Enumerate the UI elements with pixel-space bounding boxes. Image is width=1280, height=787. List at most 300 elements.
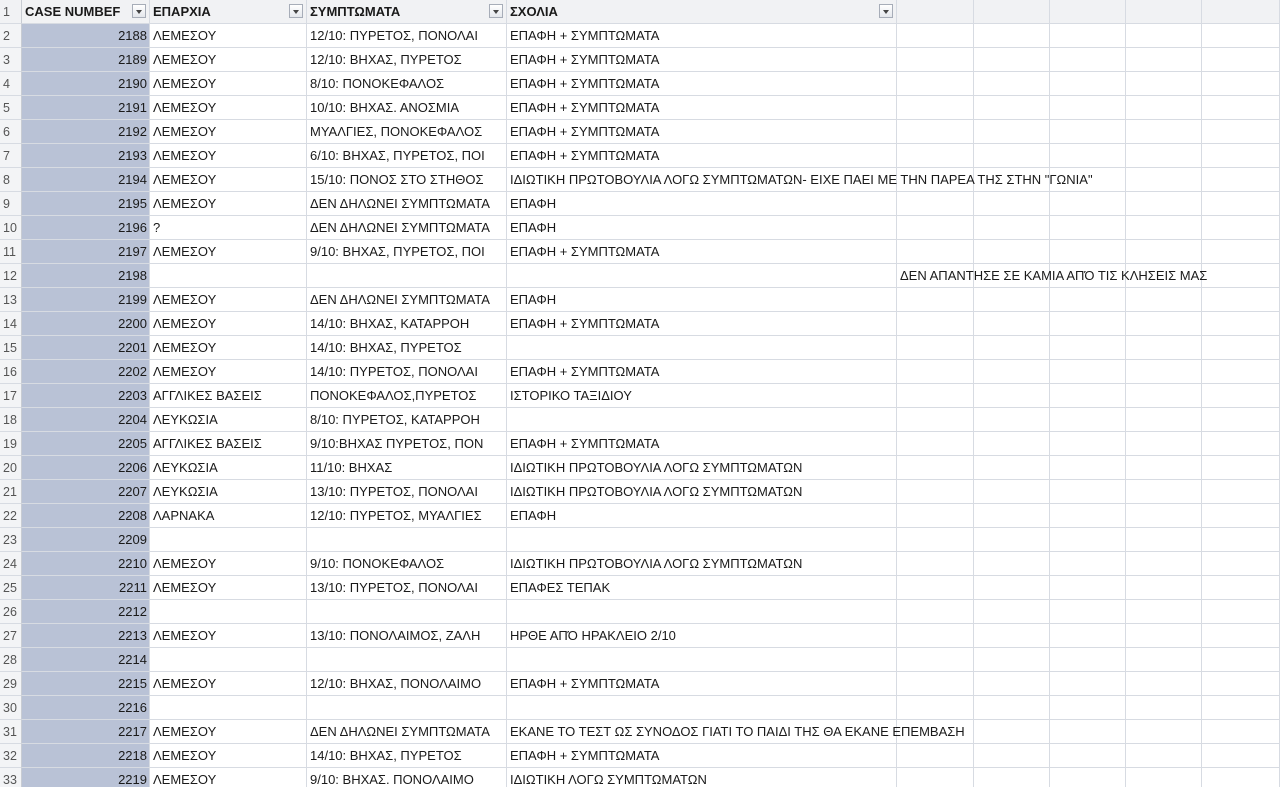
empty-cell[interactable] xyxy=(1126,72,1202,96)
eparchia-cell[interactable]: ΛΕΜΕΣΟΥ xyxy=(150,96,307,120)
case-number-cell[interactable]: 2210 xyxy=(22,552,150,576)
empty-cell[interactable] xyxy=(1126,24,1202,48)
eparchia-cell[interactable]: ΛΕΜΕΣΟΥ xyxy=(150,768,307,787)
case-number-cell[interactable]: 2201 xyxy=(22,336,150,360)
empty-cell[interactable] xyxy=(1202,576,1280,600)
row-number[interactable]: 23 xyxy=(0,528,22,552)
scholia-cell[interactable]: ΕΠΑΦΗ + ΣΥΜΠΤΩΜΑΤΑ xyxy=(507,120,897,144)
extra-note-cell[interactable] xyxy=(897,600,974,624)
extra-note-cell[interactable] xyxy=(897,120,974,144)
case-number-cell[interactable]: 2204 xyxy=(22,408,150,432)
empty-cell[interactable] xyxy=(1202,312,1280,336)
empty-cell[interactable] xyxy=(1202,480,1280,504)
empty-cell[interactable] xyxy=(1050,696,1126,720)
empty-cell[interactable] xyxy=(1202,672,1280,696)
symptomata-cell[interactable]: 14/10: ΠΥΡΕΤΟΣ, ΠΟΝΟΛΑΙ xyxy=(307,360,507,384)
extra-note-cell[interactable] xyxy=(897,240,974,264)
empty-cell[interactable] xyxy=(974,720,1050,744)
header-case-number[interactable]: CASE NUMBEF xyxy=(22,0,150,24)
case-number-cell[interactable]: 2199 xyxy=(22,288,150,312)
empty-cell[interactable] xyxy=(1202,216,1280,240)
empty-cell[interactable] xyxy=(974,240,1050,264)
extra-note-cell[interactable] xyxy=(897,432,974,456)
symptomata-cell[interactable]: 12/10: ΒΗΧΑΣ, ΠΟΝΟΛΑΙΜΟ xyxy=(307,672,507,696)
empty-cell[interactable] xyxy=(974,432,1050,456)
row-number[interactable]: 14 xyxy=(0,312,22,336)
filter-dropdown-icon[interactable] xyxy=(879,4,893,18)
empty-cell[interactable] xyxy=(974,72,1050,96)
empty-cell[interactable] xyxy=(1050,720,1126,744)
empty-cell[interactable] xyxy=(1126,216,1202,240)
scholia-cell[interactable]: ΙΔΙΩΤΙΚΗ ΠΡΩΤΟΒΟΥΛΙΑ ΛΟΓΩ ΣΥΜΠΤΩΜΑΤΩΝ- ΕΙΧΕ ΠΑΕΙ ΜΕ ΤΗΝ ΠΑΡΕΑ ΤΗΣ ΣΤΗΝ "ΓΩΝΙΑ" xyxy=(507,168,897,192)
extra-note-cell[interactable] xyxy=(897,528,974,552)
case-number-cell[interactable]: 2200 xyxy=(22,312,150,336)
empty-cell[interactable] xyxy=(1126,432,1202,456)
empty-cell[interactable] xyxy=(1126,600,1202,624)
row-number[interactable]: 2 xyxy=(0,24,22,48)
empty-cell[interactable] xyxy=(974,456,1050,480)
extra-note-cell[interactable] xyxy=(897,384,974,408)
empty-cell[interactable] xyxy=(1126,48,1202,72)
empty-cell[interactable] xyxy=(1126,408,1202,432)
case-number-cell[interactable]: 2194 xyxy=(22,168,150,192)
extra-note-cell[interactable]: ΔΕΝ ΑΠΑΝΤΗΣΕ ΣΕ ΚΑΜΙΑ ΑΠΌ ΤΙΣ ΚΛΗΣΕΙΣ ΜΑΣ xyxy=(897,264,974,288)
eparchia-cell[interactable]: ΛΕΜΕΣΟΥ xyxy=(150,120,307,144)
scholia-cell[interactable]: ΕΠΑΦΗ + ΣΥΜΠΤΩΜΑΤΑ xyxy=(507,24,897,48)
empty-cell[interactable] xyxy=(1126,744,1202,768)
extra-note-cell[interactable] xyxy=(897,144,974,168)
empty-cell[interactable] xyxy=(1126,360,1202,384)
extra-note-cell[interactable] xyxy=(897,360,974,384)
case-number-cell[interactable]: 2191 xyxy=(22,96,150,120)
empty-cell[interactable] xyxy=(1202,648,1280,672)
empty-cell[interactable] xyxy=(1202,24,1280,48)
row-number[interactable]: 21 xyxy=(0,480,22,504)
empty-cell[interactable] xyxy=(974,96,1050,120)
scholia-cell[interactable]: ΙΔΙΩΤΙΚΗ ΛΟΓΩ ΣΥΜΠΤΩΜΑΤΩΝ xyxy=(507,768,897,787)
case-number-cell[interactable]: 2190 xyxy=(22,72,150,96)
symptomata-cell[interactable]: 9/10: ΒΗΧΑΣ. ΠΟΝΟΛΑΙΜΟ xyxy=(307,768,507,787)
scholia-cell[interactable] xyxy=(507,600,897,624)
empty-cell[interactable] xyxy=(974,504,1050,528)
empty-cell[interactable] xyxy=(1126,624,1202,648)
empty-cell[interactable] xyxy=(1126,96,1202,120)
empty-cell[interactable] xyxy=(1050,408,1126,432)
symptomata-cell[interactable]: 13/10: ΠΥΡΕΤΟΣ, ΠΟΝΟΛΑΙ xyxy=(307,576,507,600)
empty-cell[interactable] xyxy=(974,408,1050,432)
header-symptomata[interactable]: ΣΥΜΠΤΩΜΑΤΑ xyxy=(307,0,507,24)
empty-cell[interactable] xyxy=(1050,240,1126,264)
scholia-cell[interactable] xyxy=(507,264,897,288)
empty-cell[interactable] xyxy=(974,600,1050,624)
eparchia-cell[interactable]: ΛΕΜΕΣΟΥ xyxy=(150,552,307,576)
eparchia-cell[interactable]: ΛΕΜΕΣΟΥ xyxy=(150,744,307,768)
row-number[interactable]: 8 xyxy=(0,168,22,192)
empty-cell[interactable] xyxy=(1202,264,1280,288)
scholia-cell[interactable]: ΕΠΑΦΗ xyxy=(507,504,897,528)
extra-note-cell[interactable] xyxy=(897,48,974,72)
empty-cell[interactable] xyxy=(974,384,1050,408)
row-number[interactable]: 31 xyxy=(0,720,22,744)
empty-cell[interactable] xyxy=(1050,336,1126,360)
eparchia-cell[interactable]: ΛΕΜΕΣΟΥ xyxy=(150,72,307,96)
empty-cell[interactable] xyxy=(897,0,974,24)
extra-note-cell[interactable] xyxy=(897,96,974,120)
extra-note-cell[interactable] xyxy=(897,672,974,696)
empty-cell[interactable] xyxy=(974,120,1050,144)
empty-cell[interactable] xyxy=(974,0,1050,24)
symptomata-cell[interactable]: ΔΕΝ ΔΗΛΩΝΕΙ ΣΥΜΠΤΩΜΑΤΑ xyxy=(307,288,507,312)
extra-note-cell[interactable] xyxy=(897,768,974,787)
empty-cell[interactable] xyxy=(1202,120,1280,144)
extra-note-cell[interactable] xyxy=(897,504,974,528)
empty-cell[interactable] xyxy=(1202,408,1280,432)
scholia-cell[interactable]: ΕΠΑΦΗ + ΣΥΜΠΤΩΜΑΤΑ xyxy=(507,672,897,696)
eparchia-cell[interactable]: ? xyxy=(150,216,307,240)
empty-cell[interactable] xyxy=(1050,504,1126,528)
empty-cell[interactable] xyxy=(1050,120,1126,144)
symptomata-cell[interactable] xyxy=(307,600,507,624)
empty-cell[interactable] xyxy=(1202,768,1280,787)
symptomata-cell[interactable]: 8/10: ΠΥΡΕΤΟΣ, ΚΑΤΑΡΡΟΗ xyxy=(307,408,507,432)
case-number-cell[interactable]: 2209 xyxy=(22,528,150,552)
symptomata-cell[interactable]: 12/10: ΠΥΡΕΤΟΣ, ΜΥΑΛΓΙΕΣ xyxy=(307,504,507,528)
empty-cell[interactable] xyxy=(1050,144,1126,168)
empty-cell[interactable] xyxy=(1202,744,1280,768)
empty-cell[interactable] xyxy=(974,360,1050,384)
empty-cell[interactable] xyxy=(974,336,1050,360)
empty-cell[interactable] xyxy=(1202,456,1280,480)
empty-cell[interactable] xyxy=(1126,192,1202,216)
empty-cell[interactable] xyxy=(1126,576,1202,600)
case-number-cell[interactable]: 2218 xyxy=(22,744,150,768)
eparchia-cell[interactable]: ΛΕΜΕΣΟΥ xyxy=(150,312,307,336)
empty-cell[interactable] xyxy=(1202,72,1280,96)
case-number-cell[interactable]: 2203 xyxy=(22,384,150,408)
case-number-cell[interactable]: 2212 xyxy=(22,600,150,624)
eparchia-cell[interactable]: ΛΕΥΚΩΣΙΑ xyxy=(150,408,307,432)
eparchia-cell[interactable] xyxy=(150,696,307,720)
empty-cell[interactable] xyxy=(1202,624,1280,648)
empty-cell[interactable] xyxy=(1202,0,1280,24)
case-number-cell[interactable]: 2214 xyxy=(22,648,150,672)
eparchia-cell[interactable]: ΛΕΜΕΣΟΥ xyxy=(150,360,307,384)
symptomata-cell[interactable]: 9/10: ΠΟΝΟΚΕΦΑΛΟΣ xyxy=(307,552,507,576)
empty-cell[interactable] xyxy=(1126,384,1202,408)
empty-cell[interactable] xyxy=(974,528,1050,552)
scholia-cell[interactable]: ΕΠΑΦΗ + ΣΥΜΠΤΩΜΑΤΑ xyxy=(507,432,897,456)
scholia-cell[interactable]: ΕΠΑΦΗ + ΣΥΜΠΤΩΜΑΤΑ xyxy=(507,360,897,384)
eparchia-cell[interactable]: ΛΕΥΚΩΣΙΑ xyxy=(150,456,307,480)
header-eparchia[interactable]: ΕΠΑΡΧΙΑ xyxy=(150,0,307,24)
scholia-cell[interactable]: ΙΔΙΩΤΙΚΗ ΠΡΩΤΟΒΟΥΛΙΑ ΛΟΓΩ ΣΥΜΠΤΩΜΑΤΩΝ xyxy=(507,456,897,480)
empty-cell[interactable] xyxy=(974,480,1050,504)
row-number[interactable]: 25 xyxy=(0,576,22,600)
extra-note-cell[interactable] xyxy=(897,312,974,336)
empty-cell[interactable] xyxy=(1126,456,1202,480)
empty-cell[interactable] xyxy=(1202,144,1280,168)
extra-note-cell[interactable] xyxy=(897,696,974,720)
eparchia-cell[interactable]: ΛΕΜΕΣΟΥ xyxy=(150,720,307,744)
empty-cell[interactable] xyxy=(1202,528,1280,552)
extra-note-cell[interactable] xyxy=(897,24,974,48)
row-number[interactable]: 10 xyxy=(0,216,22,240)
scholia-cell[interactable]: ΕΚΑΝΕ ΤΟ ΤΕΣΤ ΩΣ ΣΥΝΟΔΟΣ ΓΙΑΤΙ ΤΟ ΠΑΙΔΙ ΤΗΣ ΘΑ ΕΚΑΝΕ ΕΠΕΜΒΑΣΗ xyxy=(507,720,897,744)
symptomata-cell[interactable]: 8/10: ΠΟΝΟΚΕΦΑΛΟΣ xyxy=(307,72,507,96)
scholia-cell[interactable] xyxy=(507,528,897,552)
case-number-cell[interactable]: 2189 xyxy=(22,48,150,72)
filter-dropdown-icon[interactable] xyxy=(489,4,503,18)
empty-cell[interactable] xyxy=(974,744,1050,768)
empty-cell[interactable] xyxy=(1050,624,1126,648)
empty-cell[interactable] xyxy=(1050,576,1126,600)
empty-cell[interactable] xyxy=(974,648,1050,672)
row-number[interactable]: 15 xyxy=(0,336,22,360)
empty-cell[interactable] xyxy=(1202,696,1280,720)
empty-cell[interactable] xyxy=(1050,648,1126,672)
row-number[interactable]: 9 xyxy=(0,192,22,216)
symptomata-cell[interactable]: 9/10:ΒΗΧΑΣ ΠΥΡΕΤΟΣ, ΠΟΝ xyxy=(307,432,507,456)
empty-cell[interactable] xyxy=(1050,24,1126,48)
scholia-cell[interactable]: ΙΔΙΩΤΙΚΗ ΠΡΩΤΟΒΟΥΛΙΑ ΛΟΓΩ ΣΥΜΠΤΩΜΑΤΩΝ xyxy=(507,480,897,504)
eparchia-cell[interactable] xyxy=(150,264,307,288)
row-number[interactable]: 24 xyxy=(0,552,22,576)
filter-dropdown-icon[interactable] xyxy=(289,4,303,18)
empty-cell[interactable] xyxy=(1202,360,1280,384)
eparchia-cell[interactable]: ΛΕΜΕΣΟΥ xyxy=(150,624,307,648)
empty-cell[interactable] xyxy=(974,576,1050,600)
symptomata-cell[interactable]: 15/10: ΠΟΝΟΣ ΣΤΟ ΣΤΗΘΟΣ xyxy=(307,168,507,192)
extra-note-cell[interactable] xyxy=(897,552,974,576)
empty-cell[interactable] xyxy=(1126,0,1202,24)
scholia-cell[interactable]: ΕΠΑΦΗ + ΣΥΜΠΤΩΜΑΤΑ xyxy=(507,144,897,168)
empty-cell[interactable] xyxy=(1050,360,1126,384)
eparchia-cell[interactable]: ΛΕΜΕΣΟΥ xyxy=(150,144,307,168)
case-number-cell[interactable]: 2202 xyxy=(22,360,150,384)
row-number[interactable]: 26 xyxy=(0,600,22,624)
scholia-cell[interactable] xyxy=(507,648,897,672)
empty-cell[interactable] xyxy=(1050,672,1126,696)
scholia-cell[interactable]: ΕΠΑΦΗ xyxy=(507,192,897,216)
empty-cell[interactable] xyxy=(1050,216,1126,240)
case-number-cell[interactable]: 2192 xyxy=(22,120,150,144)
empty-cell[interactable] xyxy=(1126,696,1202,720)
case-number-cell[interactable]: 2208 xyxy=(22,504,150,528)
empty-cell[interactable] xyxy=(1050,528,1126,552)
row-number[interactable]: 27 xyxy=(0,624,22,648)
symptomata-cell[interactable]: 13/10: ΠΟΝΟΛΑΙΜΟΣ, ΖΑΛΗ xyxy=(307,624,507,648)
row-number[interactable]: 33 xyxy=(0,768,22,787)
row-number[interactable]: 11 xyxy=(0,240,22,264)
eparchia-cell[interactable]: ΛΕΜΕΣΟΥ xyxy=(150,24,307,48)
empty-cell[interactable] xyxy=(974,552,1050,576)
empty-cell[interactable] xyxy=(1126,480,1202,504)
case-number-cell[interactable]: 2206 xyxy=(22,456,150,480)
symptomata-cell[interactable]: 14/10: ΒΗΧΑΣ, ΠΥΡΕΤΟΣ xyxy=(307,336,507,360)
empty-cell[interactable] xyxy=(974,48,1050,72)
empty-cell[interactable] xyxy=(1202,168,1280,192)
empty-cell[interactable] xyxy=(1126,648,1202,672)
extra-note-cell[interactable] xyxy=(897,336,974,360)
symptomata-cell[interactable]: 10/10: ΒΗΧΑΣ. ΑΝΟΣΜΙΑ xyxy=(307,96,507,120)
eparchia-cell[interactable]: ΛΕΥΚΩΣΙΑ xyxy=(150,480,307,504)
row-number[interactable]: 18 xyxy=(0,408,22,432)
eparchia-cell[interactable]: ΛΑΡΝΑΚΑ xyxy=(150,504,307,528)
case-number-cell[interactable]: 2205 xyxy=(22,432,150,456)
row-number[interactable]: 12 xyxy=(0,264,22,288)
extra-note-cell[interactable] xyxy=(897,624,974,648)
case-number-cell[interactable]: 2197 xyxy=(22,240,150,264)
extra-note-cell[interactable] xyxy=(897,288,974,312)
case-number-cell[interactable]: 2188 xyxy=(22,24,150,48)
empty-cell[interactable] xyxy=(974,144,1050,168)
eparchia-cell[interactable]: ΛΕΜΕΣΟΥ xyxy=(150,288,307,312)
scholia-cell[interactable]: ΙΔΙΩΤΙΚΗ ΠΡΩΤΟΒΟΥΛΙΑ ΛΟΓΩ ΣΥΜΠΤΩΜΑΤΩΝ xyxy=(507,552,897,576)
empty-cell[interactable] xyxy=(1126,720,1202,744)
row-number[interactable]: 5 xyxy=(0,96,22,120)
scholia-cell[interactable] xyxy=(507,696,897,720)
eparchia-cell[interactable] xyxy=(150,528,307,552)
symptomata-cell[interactable] xyxy=(307,648,507,672)
extra-note-cell[interactable] xyxy=(897,456,974,480)
empty-cell[interactable] xyxy=(1126,528,1202,552)
eparchia-cell[interactable] xyxy=(150,648,307,672)
scholia-cell[interactable]: ΕΠΑΦΗ + ΣΥΜΠΤΩΜΑΤΑ xyxy=(507,312,897,336)
empty-cell[interactable] xyxy=(1202,336,1280,360)
empty-cell[interactable] xyxy=(1126,768,1202,787)
case-number-cell[interactable]: 2219 xyxy=(22,768,150,787)
symptomata-cell[interactable]: 9/10: ΒΗΧΑΣ, ΠΥΡΕΤΟΣ, ΠΟΙ xyxy=(307,240,507,264)
symptomata-cell[interactable]: ΔΕΝ ΔΗΛΩΝΕΙ ΣΥΜΠΤΩΜΑΤΑ xyxy=(307,192,507,216)
row-number[interactable]: 13 xyxy=(0,288,22,312)
empty-cell[interactable] xyxy=(1202,288,1280,312)
empty-cell[interactable] xyxy=(974,768,1050,787)
row-number[interactable]: 7 xyxy=(0,144,22,168)
symptomata-cell[interactable]: 6/10: ΒΗΧΑΣ, ΠΥΡΕΤΟΣ, ΠΟΙ xyxy=(307,144,507,168)
extra-note-cell[interactable] xyxy=(897,648,974,672)
row-number[interactable]: 29 xyxy=(0,672,22,696)
empty-cell[interactable] xyxy=(1050,600,1126,624)
symptomata-cell[interactable]: ΠΟΝΟΚΕΦΑΛΟΣ,ΠΥΡΕΤΟΣ xyxy=(307,384,507,408)
row-number[interactable]: 30 xyxy=(0,696,22,720)
scholia-cell[interactable]: ΙΣΤΟΡΙΚΟ ΤΑΞΙΔΙΟΥ xyxy=(507,384,897,408)
empty-cell[interactable] xyxy=(1126,552,1202,576)
empty-cell[interactable] xyxy=(1050,72,1126,96)
empty-cell[interactable] xyxy=(974,696,1050,720)
row-number[interactable]: 3 xyxy=(0,48,22,72)
extra-note-cell[interactable] xyxy=(897,72,974,96)
extra-note-cell[interactable] xyxy=(897,480,974,504)
scholia-cell[interactable]: ΕΠΑΦΗ + ΣΥΜΠΤΩΜΑΤΑ xyxy=(507,240,897,264)
empty-cell[interactable] xyxy=(1202,504,1280,528)
row-number[interactable]: 16 xyxy=(0,360,22,384)
symptomata-cell[interactable]: 13/10: ΠΥΡΕΤΟΣ, ΠΟΝΟΛΑΙ xyxy=(307,480,507,504)
empty-cell[interactable] xyxy=(1202,96,1280,120)
empty-cell[interactable] xyxy=(974,672,1050,696)
empty-cell[interactable] xyxy=(1202,720,1280,744)
eparchia-cell[interactable]: ΑΓΓΛΙΚΕΣ ΒΑΣΕΙΣ xyxy=(150,384,307,408)
case-number-cell[interactable]: 2213 xyxy=(22,624,150,648)
extra-note-cell[interactable] xyxy=(897,408,974,432)
case-number-cell[interactable]: 2217 xyxy=(22,720,150,744)
extra-note-cell[interactable] xyxy=(897,216,974,240)
empty-cell[interactable] xyxy=(1050,312,1126,336)
empty-cell[interactable] xyxy=(1050,768,1126,787)
empty-cell[interactable] xyxy=(1050,0,1126,24)
case-number-cell[interactable]: 2198 xyxy=(22,264,150,288)
empty-cell[interactable] xyxy=(1202,600,1280,624)
row-number[interactable]: 19 xyxy=(0,432,22,456)
scholia-cell[interactable]: ΕΠΑΦΗ + ΣΥΜΠΤΩΜΑΤΑ xyxy=(507,96,897,120)
symptomata-cell[interactable]: 14/10: ΒΗΧΑΣ, ΚΑΤΑΡΡΟΗ xyxy=(307,312,507,336)
symptomata-cell[interactable]: 14/10: ΒΗΧΑΣ, ΠΥΡΕΤΟΣ xyxy=(307,744,507,768)
symptomata-cell[interactable]: ΜΥΑΛΓΙΕΣ, ΠΟΝΟΚΕΦΑΛΟΣ xyxy=(307,120,507,144)
empty-cell[interactable] xyxy=(1050,384,1126,408)
eparchia-cell[interactable]: ΑΓΓΛΙΚΕΣ ΒΑΣΕΙΣ xyxy=(150,432,307,456)
empty-cell[interactable] xyxy=(1202,240,1280,264)
filter-dropdown-icon[interactable] xyxy=(132,4,146,18)
row-number[interactable]: 17 xyxy=(0,384,22,408)
case-number-cell[interactable]: 2211 xyxy=(22,576,150,600)
empty-cell[interactable] xyxy=(1050,456,1126,480)
symptomata-cell[interactable]: 12/10: ΠΥΡΕΤΟΣ, ΠΟΝΟΛΑΙ xyxy=(307,24,507,48)
eparchia-cell[interactable]: ΛΕΜΕΣΟΥ xyxy=(150,168,307,192)
empty-cell[interactable] xyxy=(1202,384,1280,408)
symptomata-cell[interactable] xyxy=(307,696,507,720)
case-number-cell[interactable]: 2196 xyxy=(22,216,150,240)
empty-cell[interactable] xyxy=(1050,552,1126,576)
empty-cell[interactable] xyxy=(1126,288,1202,312)
case-number-cell[interactable]: 2207 xyxy=(22,480,150,504)
row-number[interactable]: 1 xyxy=(0,0,22,24)
row-number[interactable]: 4 xyxy=(0,72,22,96)
empty-cell[interactable] xyxy=(1126,336,1202,360)
empty-cell[interactable] xyxy=(1050,480,1126,504)
symptomata-cell[interactable]: ΔΕΝ ΔΗΛΩΝΕΙ ΣΥΜΠΤΩΜΑΤΑ xyxy=(307,216,507,240)
row-number[interactable]: 22 xyxy=(0,504,22,528)
empty-cell[interactable] xyxy=(974,192,1050,216)
case-number-cell[interactable]: 2216 xyxy=(22,696,150,720)
case-number-cell[interactable]: 2215 xyxy=(22,672,150,696)
extra-note-cell[interactable] xyxy=(897,576,974,600)
eparchia-cell[interactable]: ΛΕΜΕΣΟΥ xyxy=(150,336,307,360)
empty-cell[interactable] xyxy=(1126,168,1202,192)
empty-cell[interactable] xyxy=(1050,48,1126,72)
header-scholia[interactable]: ΣΧΟΛΙΑ xyxy=(507,0,897,24)
scholia-cell[interactable] xyxy=(507,408,897,432)
empty-cell[interactable] xyxy=(1202,48,1280,72)
symptomata-cell[interactable] xyxy=(307,264,507,288)
empty-cell[interactable] xyxy=(974,216,1050,240)
empty-cell[interactable] xyxy=(1202,432,1280,456)
empty-cell[interactable] xyxy=(1126,504,1202,528)
case-number-cell[interactable]: 2193 xyxy=(22,144,150,168)
empty-cell[interactable] xyxy=(1126,144,1202,168)
scholia-cell[interactable]: ΕΠΑΦΗ xyxy=(507,216,897,240)
extra-note-cell[interactable] xyxy=(897,744,974,768)
extra-note-cell[interactable] xyxy=(897,192,974,216)
eparchia-cell[interactable]: ΛΕΜΕΣΟΥ xyxy=(150,576,307,600)
empty-cell[interactable] xyxy=(1126,240,1202,264)
scholia-cell[interactable]: ΕΠΑΦΗ + ΣΥΜΠΤΩΜΑΤΑ xyxy=(507,72,897,96)
scholia-cell[interactable]: ΗΡΘΕ ΑΠΌ ΗΡΑΚΛΕΙΟ 2/10 xyxy=(507,624,897,648)
scholia-cell[interactable]: ΕΠΑΦΕΣ ΤΕΠΑΚ xyxy=(507,576,897,600)
scholia-cell[interactable]: ΕΠΑΦΗ xyxy=(507,288,897,312)
row-number[interactable]: 32 xyxy=(0,744,22,768)
empty-cell[interactable] xyxy=(1126,312,1202,336)
empty-cell[interactable] xyxy=(974,288,1050,312)
empty-cell[interactable] xyxy=(974,24,1050,48)
